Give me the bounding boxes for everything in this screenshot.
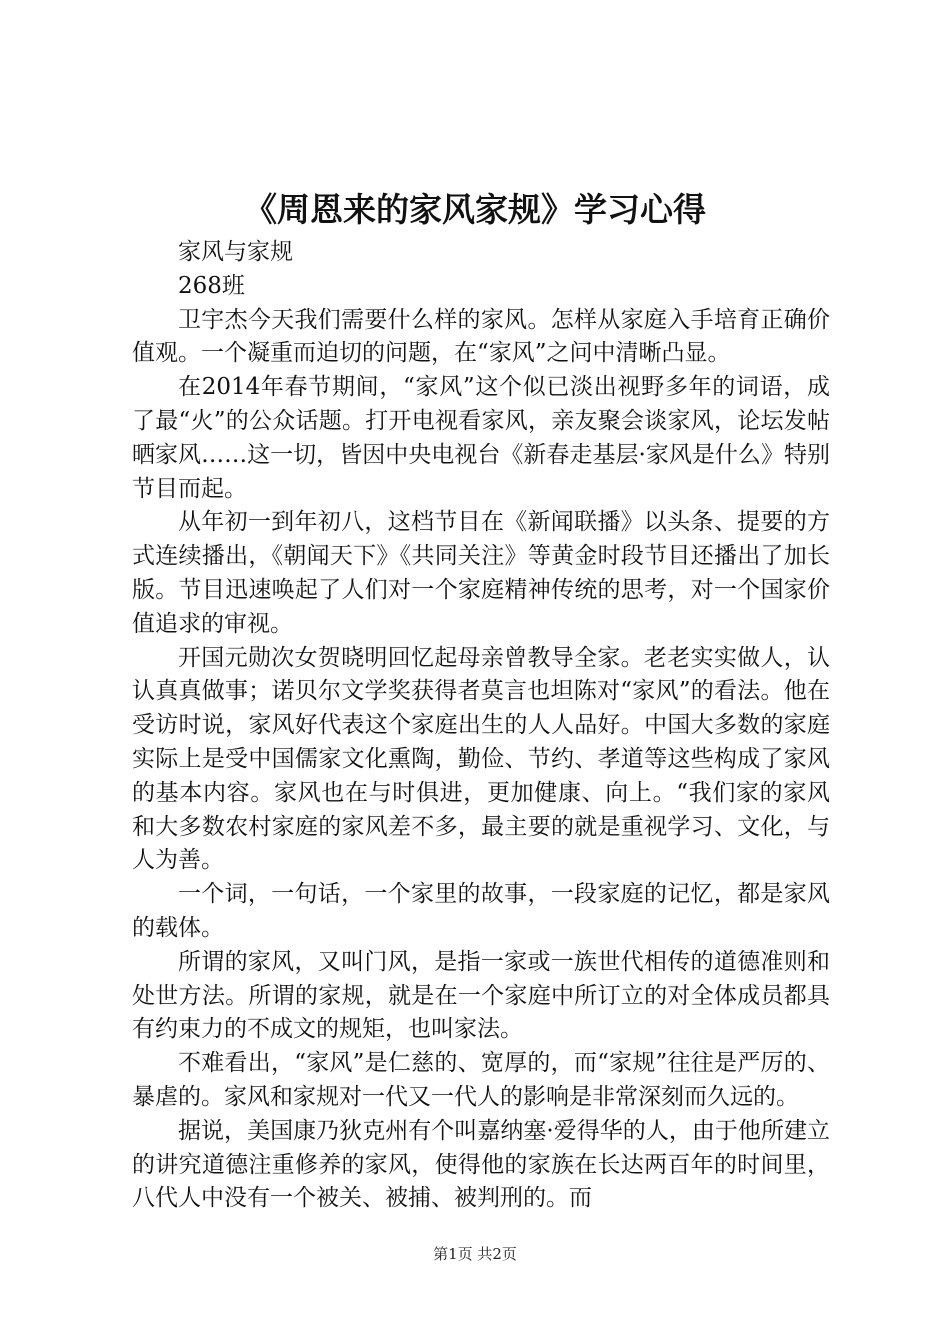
paragraph: 在2014年春节期间，“家风”这个似已淡出视野多年的词语，成了最“火”的公众话题。打开电视看家风，亲友聚会谈家风，论坛发帖晒家风……这一切，皆因中央电视台《新春走基层·家风是什么》特别节目而起。 (132, 374, 830, 502)
paragraph: 据说，美国康乃狄克州有个叫嘉纳塞·爱得华的人，由于他所建立的讲究道德注重修养的家风，使得他的家族在长达两百年的时间里，八代人中没有一个被关、被捕、被判刑的。而 (132, 1117, 830, 1212)
document-body (132, 236, 830, 1216)
paragraph: 卫宇杰今天我们需要什么样的家风。怎样从家庭入手培育正确价值观。一个凝重而迫切的问题，在“家风”之问中清晰凸显。 (132, 306, 830, 367)
document-title: 《周恩来的家风家规》学习心得 (244, 190, 706, 229)
paragraph: 不难看出，“家风”是仁慈的、宽厚的，而“家规”往往是严厉的、暴虐的。家风和家规对一代又一代人的影响是非常深刻而久远的。 (132, 1050, 830, 1110)
page-number-footer: 第1页 共2页 (433, 1245, 517, 1263)
paragraph: 从年初一到年初八，这档节目在《新闻联播》以头条、提要的方式连续播出，《朝闻天下》《共同关注》等黄金时段节目还播出了加长版。节目迅速唤起了人们对一个家庭精神传统的思考，对一个国家价值追求的审视。 (132, 509, 830, 637)
paragraph: 所谓的家风，又叫门风，是指一家或一族世代相传的道德准则和处世方法。所谓的家规，就是在一个家庭中所订立的对全体成员都具有约束力的不成文的规矩，也叫家法。 (132, 948, 830, 1043)
paragraph: 一个词，一句话，一个家里的故事，一段家庭的记忆，都是家风的载体。 (132, 881, 830, 941)
paragraph-class: 268班 (178, 272, 245, 299)
paragraph-subtitle: 家风与家规 (178, 239, 293, 265)
paragraph: 开国元勋次女贺晓明回忆起母亲曾教导全家。老老实实做人，认认真真做事；诺贝尔文学奖获得者莫言也坦陈对“家风”的看法。他在受访时说，家风好代表这个家庭出生的人人品好。中国大多数的家庭实际上是受中国儒家文化熏陶，勤俭、节约、孝道等这些构成了家风的基本内容。家风也在与时俱进，更加健康、向上。“我们家的家风和大多数农村家庭的家风差不多，最主要的就是重视学习、文化，与人为善。 (132, 644, 830, 874)
